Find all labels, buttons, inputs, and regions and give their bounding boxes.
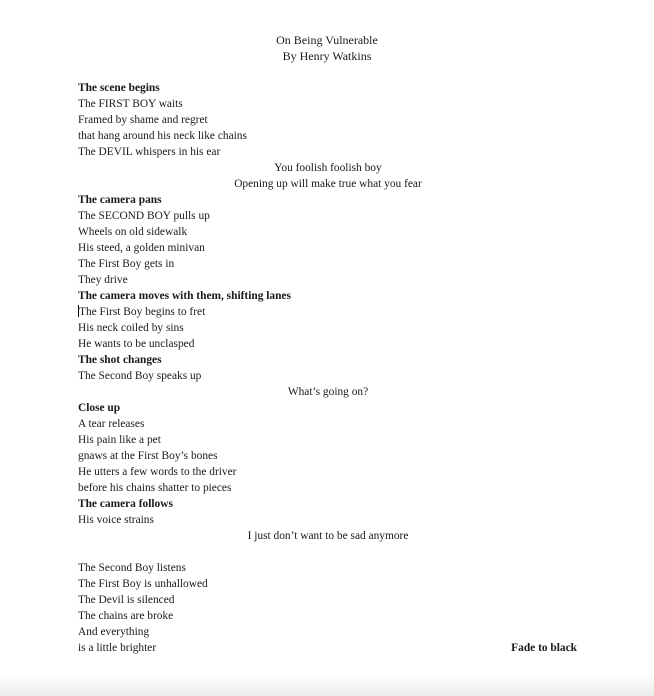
fade-to-black: Fade to black	[511, 642, 577, 654]
action-line: His pain like a pet	[78, 434, 161, 446]
dialogue-line: I just don’t want to be sad anymore	[247, 530, 409, 542]
action-line: The Second Boy listens	[78, 562, 186, 574]
action-line: He utters a few words to the driver	[78, 466, 237, 478]
action-line: The SECOND BOY pulls up	[78, 210, 210, 222]
scene-direction: The shot changes	[78, 354, 162, 366]
poem-title: On Being Vulnerable	[276, 33, 378, 47]
action-line: His neck coiled by sins	[78, 322, 184, 334]
action-line: Framed by shame and regret	[78, 114, 208, 126]
dialogue-line: You foolish foolish boy	[274, 162, 382, 174]
action-line: The Second Boy speaks up	[78, 370, 202, 382]
action-line: The chains are broke	[78, 610, 174, 622]
action-line: And everything	[78, 626, 150, 638]
action-line: His voice strains	[78, 514, 154, 526]
action-line: A tear releases	[78, 418, 145, 430]
action-line-text: The First Boy begins to fret	[79, 306, 206, 318]
scene-direction: The camera pans	[78, 194, 162, 206]
action-line: is a little brighter	[78, 642, 157, 654]
action-line: Wheels on old sidewalk	[78, 226, 188, 238]
action-line: The DEVIL whispers in his ear	[78, 146, 221, 158]
action-line: before his chains shatter to pieces	[78, 482, 232, 494]
poem-byline: By Henry Watkins	[282, 49, 372, 63]
scene-direction: The scene begins	[78, 82, 160, 94]
action-line: gnaws at the First Boy’s bones	[78, 450, 218, 462]
title-block	[0, 32, 654, 64]
action-line: that hang around his neck like chains	[78, 130, 247, 142]
scene-direction: The camera moves with them, shifting lanes	[78, 290, 291, 302]
dialogue-line: What’s going on?	[287, 386, 369, 398]
dialogue-line: Opening up will make true what you fear	[234, 178, 422, 190]
action-line: The FIRST BOY waits	[78, 98, 183, 110]
scene-direction: Close up	[78, 402, 121, 414]
action-line: The Devil is silenced	[78, 594, 175, 606]
script-body[interactable]	[78, 80, 578, 656]
action-line: He wants to be unclasped	[78, 338, 195, 350]
blank-line	[78, 544, 578, 560]
action-line	[78, 304, 578, 320]
scene-direction: The camera follows	[78, 498, 173, 510]
action-line: The First Boy is unhallowed	[78, 578, 208, 590]
action-line: The First Boy gets in	[78, 258, 175, 270]
action-line: His steed, a golden minivan	[78, 242, 205, 254]
action-line: They drive	[78, 274, 128, 286]
page-bottom-shadow	[0, 674, 654, 696]
